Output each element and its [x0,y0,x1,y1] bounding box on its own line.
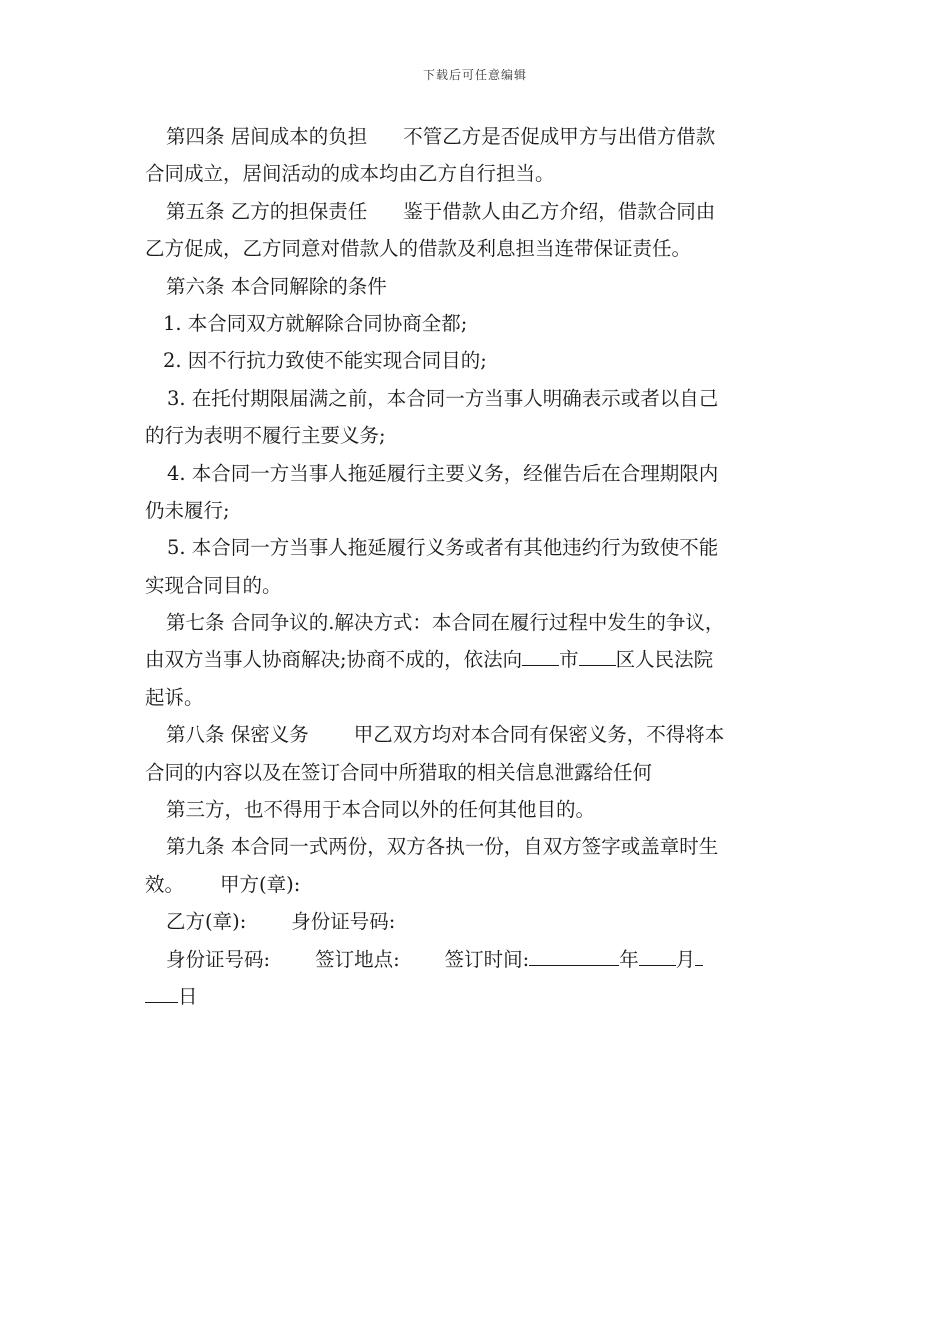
article-5-line-1 [145,193,810,230]
article-6-item-1: 1. 本合同双方就解除合同协商全都; [163,311,468,335]
article-6-item-4-line-2: 仍未履行; [145,498,230,522]
article-7-city-label: 市 [559,648,579,672]
article-6-item-3-line-1: 3. 在托付期限届满之前，本合同一方当事人明确表示或者以自己 [167,386,719,410]
article-6-item-5-line-1: 5. 本合同一方当事人拖延履行义务或者有其他违约行为致使不能 [167,536,719,560]
article-8-line-1 [145,716,810,753]
day-blank-start [695,944,703,965]
year-label: 年 [619,947,639,971]
article-7-court-label: 区人民法院 [615,648,714,672]
signature-line-3 [145,978,810,1015]
article-5-line-2: 乙方促成，乙方同意对借款人的借款及利息担当连带保证责任。 [145,237,692,261]
article-6-item-3-line-2: 的行为表明不履行主要义务; [145,424,386,448]
article-8-line-2: 合同的内容以及在签订合同中所猎取的相关信息泄露给任何 [145,760,653,784]
article-7-text-a: 由双方当事人协商解决;协商不成的，依法向 [145,648,523,672]
article-6-item-4-line-1: 4. 本合同一方当事人拖延履行主要义务，经催告后在合理期限内 [167,461,719,485]
article-8-title: 第八条 保密义务 [166,723,309,747]
article-4-line-1 [145,118,810,155]
article-8-line-3: 第三方，也不得用于本合同以外的任何其他目的。 [166,798,596,822]
city-blank [522,645,559,666]
sign-place-label: 签订地点: [315,947,400,971]
day-label: 日 [178,984,198,1008]
day-blank [145,982,178,1003]
article-8-text: 甲乙双方均对本合同有保密义务，不得将本 [353,723,725,747]
article-7-line-3: 起诉。 [145,685,204,709]
article-6-title: 第六条 本合同解除的条件 [166,274,387,298]
article-4-text: 不管乙方是否促成甲方与出借方借款 [403,125,716,148]
party-a-seal-label: 甲方(章): [220,872,301,896]
article-9-text: 效。 [145,872,185,896]
article-4-line-2: 合同成立，居间活动的成本均由乙方自行担当。 [145,162,555,186]
month-label: 月 [675,947,696,971]
page-header: 下载后可任意编辑 [422,68,527,82]
year-blank [529,944,619,965]
district-blank [579,645,616,666]
article-4-title: 第四条 居间成本的负担 [166,125,368,148]
article-9-line-2 [145,866,810,903]
article-5-text: 鉴于借款人由乙方介绍，借款合同由 [403,199,716,223]
id-number-label-1: 身份证号码: [291,910,396,934]
article-6-item-2: 2. 因不行抗力致使不能实现合同目的; [163,349,487,373]
document-body [145,118,810,1015]
article-7-line-2 [145,641,810,678]
signature-line-1 [145,903,810,940]
id-number-label-2: 身份证号码: [166,947,271,971]
party-b-seal-label: 乙方(章): [166,910,247,934]
signature-line-2 [145,941,810,978]
sign-time-label: 签订时间: [444,947,530,971]
article-7-line-1: 第七条 合同争议的.解决方式：本合同在履行过程中发生的争议， [166,611,725,635]
article-6-item-5-line-2: 实现合同目的。 [145,573,282,597]
article-9-line-1: 第九条 本合同一式两份，双方各执一份，自双方签字或盖章时生 [166,835,719,859]
month-blank [639,944,676,965]
article-5-title: 第五条 乙方的担保责任 [166,199,368,223]
